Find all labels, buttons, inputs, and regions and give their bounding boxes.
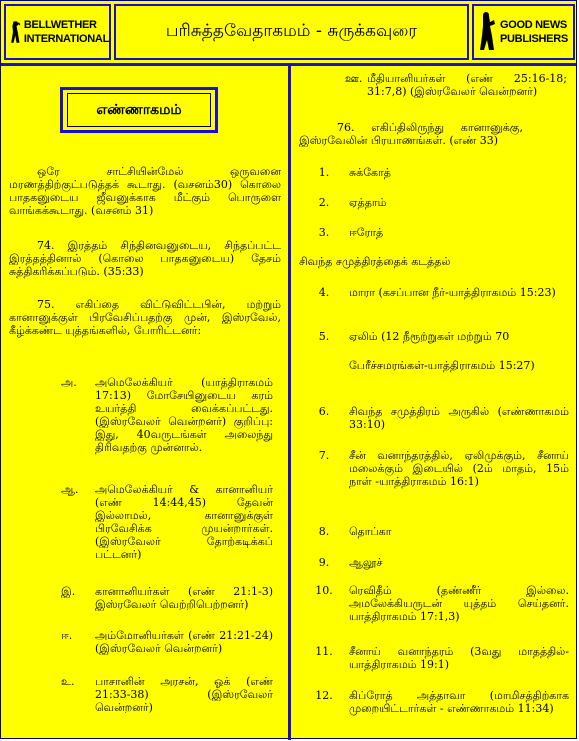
battle-item-text: அமெலேக்கியர் & கானானியர் (எண் 14:44,45) தேவன் இல்லாமல், கானானுக்குள் பிரவேசிக்க முயன்றார்கள். (இஸ்ரவேலர் தோற்கடிக்கப் பட்டனர்) <box>95 483 273 561</box>
journey-item-number: 6. <box>318 405 330 418</box>
header <box>1 1 576 66</box>
journey-item-number: 3. <box>318 226 330 239</box>
battle-item-label: இ. <box>61 585 76 598</box>
battle-item-label: ஊ. <box>345 72 363 85</box>
journey-item-text: ஆலூச் <box>349 556 383 569</box>
left-logo-line2: INTERNATIONAL <box>23 33 109 45</box>
journey-item-text: மாரா (கசப்பான நீர்-யாத்திராகமம் 15:23) <box>349 286 556 299</box>
right-logo-line1: GOOD NEWS <box>500 19 567 31</box>
paragraph-75: 75. எகிப்தை விட்டுவிட்டபின், மற்றும் கானானுக்குள் பிரவேசிப்பதற்கு முன், இஸ்ரவேல், கீழ்க்கண்ட யுத்தங்களில், போரிட்டனர்: <box>9 298 281 337</box>
right-logo-line2: PUBLISHERS <box>500 33 568 45</box>
bellwether-logo <box>4 4 111 60</box>
journey-item-text: சீன் வனாந்தரத்தில், ஏலிமுக்கும், சீனாய் மலைக்கும் இடையில் (2ம் மாதம், 15ம் நாள் -யாத்திராகமம் 16:1) <box>349 449 569 488</box>
journey-item-text: கிப்ரோத் அத்தாவா (மாமிசத்திற்காக முறையிட்டார்கள் - எண்ணாகமம் 11:34) <box>349 689 569 715</box>
journey-item-number: 11. <box>315 645 333 658</box>
left-logo-line1: BELLWETHER <box>23 19 97 31</box>
battle-item-text: அம்மோனியர்கள் (எண் 21:21-24) (இஸ்ரவேலர் வென்றனர்) <box>95 629 273 655</box>
journey-item-number: 10. <box>315 584 333 597</box>
journey-item-text: பேரீச்சமரங்கள்-யாத்திராகமம் 15:27) <box>349 359 535 372</box>
page-title: பரிசுத்தவேதாகமம் - சுருக்கவுரை <box>165 21 418 41</box>
battle-item-label: ஈ. <box>61 629 73 642</box>
battle-item-label: ஆ. <box>61 483 79 496</box>
herald-figure-icon <box>478 12 498 52</box>
paragraph-76: 76. எகிப்திலிருந்து கானானுக்கு, இஸ்ரவேலின் பிரயாணங்கள். (எண் 33) <box>299 121 523 147</box>
journey-item-number: 9. <box>318 556 330 569</box>
section-title-box <box>60 87 218 133</box>
battle-item-label: அ. <box>61 376 77 389</box>
journey-item-text: சிவந்த சமுத்திரம் அருகில் (எண்ணாகமம் 33:10) <box>349 405 569 431</box>
good-news-logo <box>472 4 575 60</box>
journey-item-number: 2. <box>318 196 330 209</box>
journey-item-number: 4. <box>318 286 330 299</box>
battle-item-text: அமெலேக்கியர் (யாத்திராகமம் 17:13) மோசேயினுடைய கரம் உயர்த்தி வைக்கப்பட்டது. (இஸ்ரவேலர் வென்றனர்) குறிப்பு: இது, 40வருடங்கள் அலைந்து திரிவதற்கு முன்னால். <box>95 376 273 454</box>
title-box <box>114 4 469 60</box>
journey-item-text: ஈரோத் <box>349 226 384 239</box>
ram-figure-icon <box>10 12 22 52</box>
battle-item-text: கானானியர்கள் (எண் 21:1-3) இஸ்ரவேலர் வெற்றிபெற்றனர்) <box>95 585 273 611</box>
journey-item-text: சுக்கோத் <box>349 166 391 179</box>
paragraph-74: 74. இரத்தம் சிந்தினவனுடைய, சிந்தப்பட்ட இரத்தத்தினால் (கொலை பாதகனுடைய) தேசம் சுத்திகரிக்கப்படும். (35:33) <box>9 239 281 278</box>
battle-item-label: உ. <box>61 675 75 688</box>
journey-item-text: தொப்கா <box>349 525 392 538</box>
journey-item-number: 12. <box>315 689 333 702</box>
journey-item-text: சீனாய் வனாந்தரம் (3வது மாதத்தில்-யாத்திராகமம் 19:1) <box>349 645 569 671</box>
battle-item-text: பாசானின் அரசன், ஓக் (எண் 21:33-38) (இஸ்ரவேலர் வென்றனர்) <box>95 675 273 714</box>
battle-item-text: மீதியானியர்கள் (எண் 25:16-18; 31:7,8) (இஸ்ரவேலர் வென்றனர்) <box>367 72 567 98</box>
column-divider <box>288 63 291 740</box>
paragraph-witness: ஒரே சாட்சியின்மேல் ஒருவனை மரணத்திற்குட்படுத்தக் கூடாது. (வசனம்30) கொலை பாதகனுடைய ஜீவனுக்காக மீட்கும் பொருளை வாங்கக்கூடாது. (வசனம் 31) <box>9 165 281 217</box>
journey-item-number: 5. <box>318 330 330 343</box>
journey-item-number: 1. <box>318 166 330 179</box>
journey-item-text: ஏலிம் (12 நீரூற்றுகள் மற்றும் 70 <box>349 330 510 343</box>
journey-item-number: 8. <box>318 525 330 538</box>
journey-item-number: 7. <box>318 449 330 462</box>
journey-item-text: ஏத்தாம் <box>349 196 387 209</box>
journey-item-text: சிவந்த சமுத்திரத்தைக் கடத்தல் <box>299 255 451 268</box>
journey-item-text: ரெவிதீம் (தண்ணீர் இல்லை. அமலேக்கியருடன் யுத்தம் செய்தனர். யாத்திராகமம் 17:1,3) <box>349 584 569 623</box>
section-title: எண்ணாகமம் <box>67 93 211 127</box>
